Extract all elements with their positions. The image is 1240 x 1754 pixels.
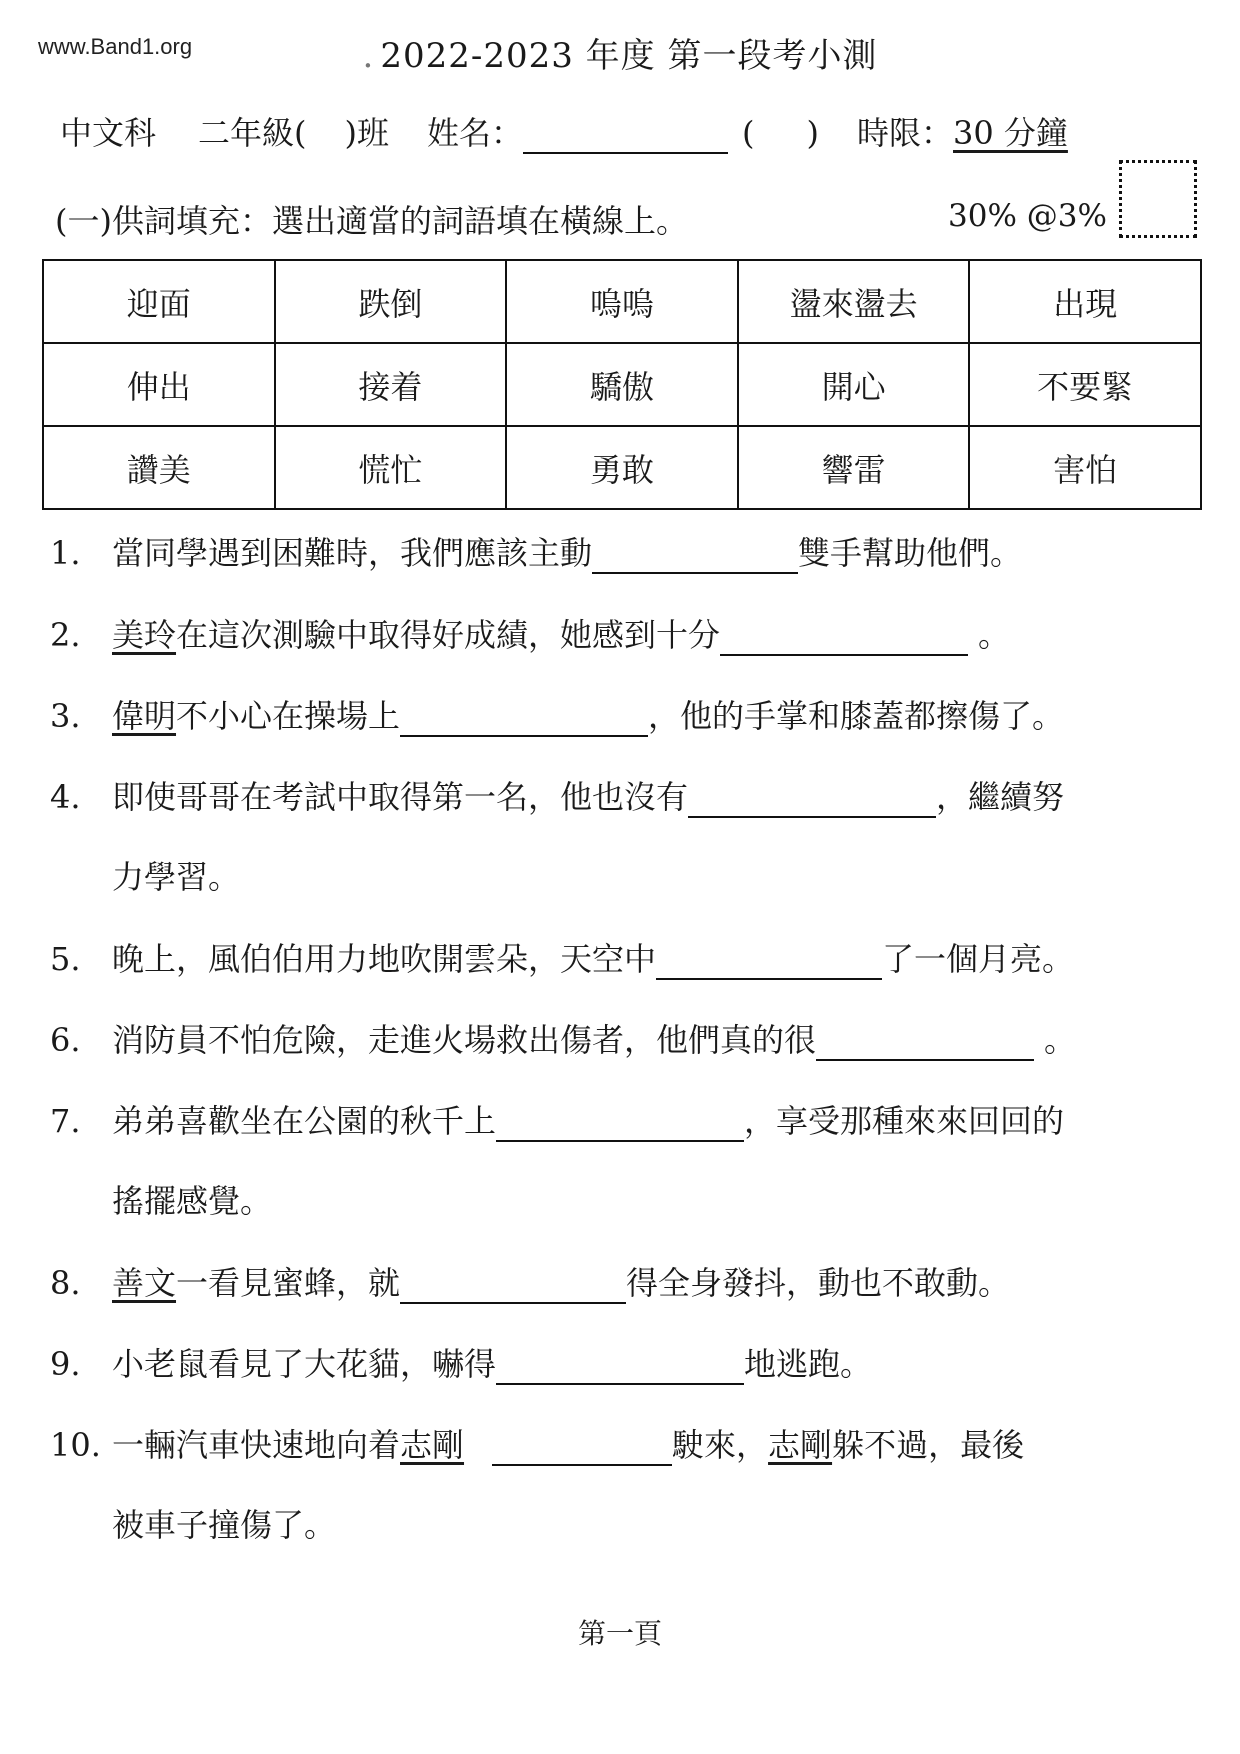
question-text-before: 消防員不怕危險，走進火場救出傷者，他們真的很 — [112, 1021, 817, 1059]
page-title: . 2022-2023 年度 第一段考小測 — [362, 36, 878, 76]
question-number: 9. — [50, 1345, 81, 1383]
person-name: 美玲 — [112, 616, 177, 654]
title-text: 2022-2023 年度 第一段考小測 — [380, 36, 878, 76]
name-blank[interactable] — [523, 152, 728, 154]
question-text-before: 不小心在操場上 — [176, 697, 401, 735]
question-text-after: 雙手幫助他們。 — [798, 534, 1023, 572]
word-bank-table — [42, 259, 1202, 510]
student-info-row — [60, 108, 1068, 154]
time-label: 時限： — [857, 114, 954, 152]
question-text-after: ，繼續努 — [936, 778, 1065, 816]
question-text-after: ，他的手掌和膝蓋都擦傷了。 — [648, 697, 1065, 735]
person-name: 志剛 — [400, 1426, 465, 1464]
word-cell: 嗚嗚 — [506, 260, 738, 343]
page-footer: 第一頁 — [577, 1617, 662, 1650]
question-7 — [50, 1096, 1064, 1142]
person-name: 偉明 — [112, 697, 177, 735]
question-text-before: 一輛汽車快速地向着 — [112, 1426, 401, 1464]
question-text-before: 小老鼠看見了大花貓，嚇得 — [112, 1345, 497, 1383]
answer-blank[interactable] — [492, 1428, 672, 1466]
question-text-after: 了一個月亮。 — [882, 940, 1075, 978]
question-number: 10. — [50, 1426, 101, 1464]
question-10 — [50, 1420, 1024, 1466]
person-name: 善文 — [112, 1264, 177, 1302]
word-cell: 勇敢 — [506, 426, 738, 509]
question-9 — [50, 1339, 872, 1385]
question-3 — [50, 691, 1064, 737]
subject-label: 中文科 — [60, 114, 157, 152]
question-number: 3. — [50, 697, 81, 735]
question-text-before: 一看見蜜蜂，就 — [176, 1264, 401, 1302]
word-cell: 不要緊 — [969, 343, 1201, 426]
question-text-after: 得全身發抖，動也不敢動。 — [626, 1264, 1011, 1302]
question-4 — [50, 772, 1064, 818]
question-text-before: 弟弟喜歡坐在公園的秋千上 — [112, 1102, 497, 1140]
question-8 — [50, 1258, 1010, 1304]
question-4-continued: 力學習。 — [112, 858, 241, 896]
word-cell: 跌倒 — [275, 260, 507, 343]
word-cell: 伸出 — [43, 343, 275, 426]
question-number: 6. — [50, 1021, 81, 1059]
question-number: 7. — [50, 1102, 81, 1140]
number-open: ( — [742, 114, 755, 152]
word-bank-row — [43, 343, 1201, 426]
word-bank-row — [43, 260, 1201, 343]
question-text-before: 當同學遇到困難時，我們應該主動 — [112, 534, 593, 572]
word-cell: 響雷 — [738, 426, 970, 509]
word-cell: 迎面 — [43, 260, 275, 343]
person-name: 志剛 — [768, 1426, 833, 1464]
name-label: 姓名： — [427, 114, 524, 152]
question-5 — [50, 934, 1074, 980]
question-number: 2. — [50, 616, 81, 654]
answer-blank[interactable] — [656, 942, 882, 980]
question-6 — [50, 1015, 1076, 1061]
question-text-after: 地逃跑。 — [744, 1345, 873, 1383]
word-cell: 開心 — [738, 343, 970, 426]
question-text-before: 晚上，風伯伯用力地吹開雲朵，天空中 — [112, 940, 657, 978]
question-7-continued: 搖擺感覺。 — [112, 1182, 273, 1220]
question-2 — [50, 610, 1010, 656]
score-box[interactable] — [1119, 160, 1197, 238]
answer-blank[interactable] — [400, 1266, 626, 1304]
question-10-continued: 被車子撞傷了。 — [112, 1506, 337, 1544]
word-cell: 害怕 — [969, 426, 1201, 509]
word-cell: 慌忙 — [275, 426, 507, 509]
question-text-after: 。 — [1044, 1021, 1077, 1059]
word-bank-row — [43, 426, 1201, 509]
question-1 — [50, 528, 1022, 574]
section-title: (一)供詞填充：選出適當的詞語填在橫線上。 — [55, 202, 688, 240]
section-score: 30% @3% — [948, 198, 1107, 234]
answer-blank[interactable] — [592, 536, 798, 574]
time-value: 30 分鐘 — [953, 114, 1068, 152]
number-close: ) — [806, 114, 819, 152]
question-text-mid: 駛來， — [672, 1426, 769, 1464]
grade-label: 二年級( — [198, 114, 307, 152]
question-number: 4. — [50, 778, 81, 816]
word-cell: 讚美 — [43, 426, 275, 509]
word-cell: 盪來盪去 — [738, 260, 970, 343]
question-number: 8. — [50, 1264, 81, 1302]
class-label: )班 — [344, 114, 390, 152]
watermark: www.Band1.org — [38, 34, 193, 59]
word-cell: 驕傲 — [506, 343, 738, 426]
answer-blank[interactable] — [720, 618, 968, 656]
question-number: 1. — [50, 534, 81, 572]
answer-blank[interactable] — [496, 1347, 744, 1385]
word-cell: 接着 — [275, 343, 507, 426]
answer-blank[interactable] — [400, 699, 648, 737]
question-text-after: 躲不過，最後 — [832, 1426, 1025, 1464]
word-cell: 出現 — [969, 260, 1201, 343]
answer-blank[interactable] — [688, 780, 936, 818]
answer-blank[interactable] — [496, 1104, 744, 1142]
question-number: 5. — [50, 940, 81, 978]
question-text-before: 在這次測驗中取得好成績，她感到十分 — [176, 616, 721, 654]
question-text-before: 即使哥哥在考試中取得第一名，他也沒有 — [112, 778, 689, 816]
question-text-after: 。 — [978, 616, 1011, 654]
answer-blank[interactable] — [816, 1023, 1034, 1061]
question-text-after: ，享受那種來來回回的 — [744, 1102, 1065, 1140]
